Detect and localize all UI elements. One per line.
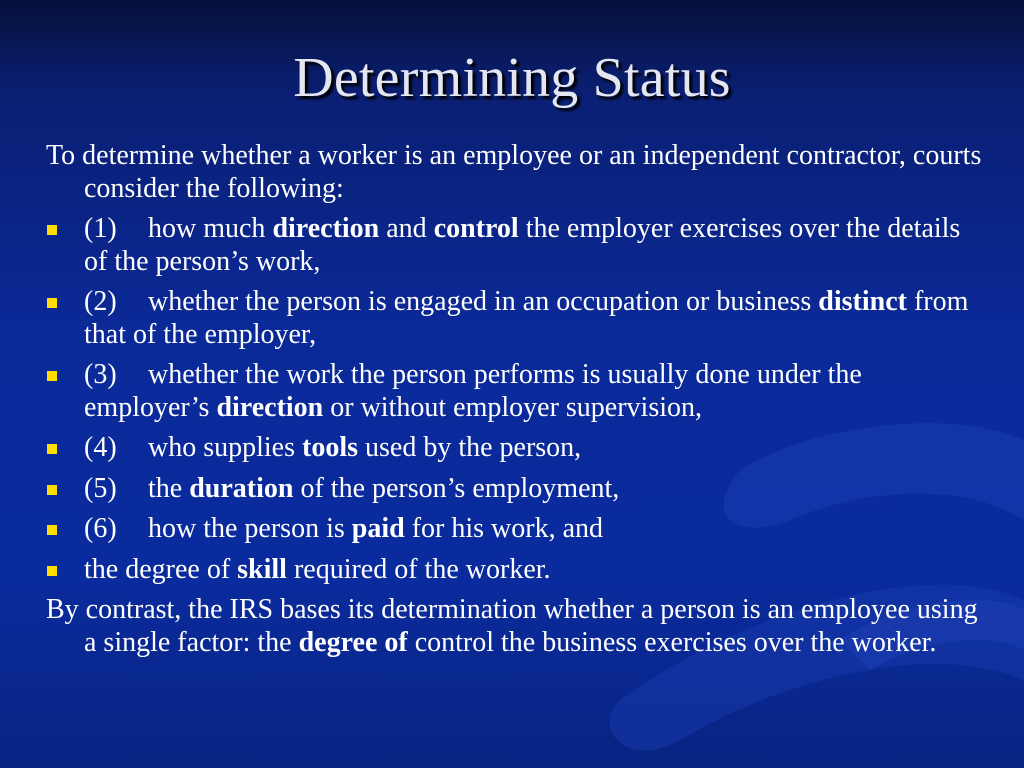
factor-number: (5) <box>84 472 117 504</box>
factor-item-6 <box>46 513 986 546</box>
square-bullet-icon <box>47 525 57 535</box>
factor-number: (6) <box>84 513 117 544</box>
square-bullet-icon <box>47 485 57 495</box>
slide-title: Determining Status <box>293 47 731 109</box>
factor-keyword: distinct <box>818 286 907 317</box>
slide-body <box>46 140 986 667</box>
factor-text: required of the worker. <box>286 553 551 585</box>
factor-item-4 <box>46 432 986 465</box>
factor-text: of the person’s employment, <box>293 472 620 504</box>
square-bullet-icon <box>47 444 57 454</box>
factor-number: (4) <box>84 432 117 463</box>
square-bullet-icon <box>47 225 57 235</box>
factor-text: used by the person, <box>358 432 582 463</box>
intro-paragraph: To determine whether a worker is an employee or an independent contractor, courts consider the following: <box>46 140 982 204</box>
factor-text: for his work, and <box>404 513 603 544</box>
factor-text: from that of the employer, <box>84 286 969 350</box>
factor-item-7 <box>46 554 986 587</box>
factor-text: whether the work the person performs is usually done under the employer’s <box>84 359 862 423</box>
factor-text: whether the person is engaged in an occupation or business <box>148 286 819 317</box>
factor-keyword: control <box>433 213 519 244</box>
factor-text: the employer exercises over the details of the person’s work, <box>84 213 961 277</box>
factor-item-2 <box>46 286 986 351</box>
factor-keyword: direction <box>272 213 380 244</box>
closing-text: control the business exercises over the worker. <box>407 626 937 658</box>
factor-item-1 <box>46 213 986 278</box>
factor-text: how the person is <box>148 513 352 544</box>
factor-text: the <box>148 472 190 504</box>
factor-item-3 <box>46 359 986 424</box>
factor-number: (2) <box>84 286 117 317</box>
factor-keyword: tools <box>302 432 358 463</box>
factor-text: how much <box>148 213 273 244</box>
factor-keyword: duration <box>189 472 294 504</box>
factor-text: the degree of <box>84 553 238 585</box>
square-bullet-icon <box>47 566 57 576</box>
factor-number: (1) <box>84 213 117 244</box>
closing-paragraph <box>46 594 986 659</box>
square-bullet-icon <box>47 298 57 308</box>
square-bullet-icon <box>47 371 57 381</box>
factor-text: and <box>379 213 434 244</box>
factor-keyword: skill <box>237 553 287 585</box>
closing-text: By contrast, the IRS bases its determination whether a person is an employee using a single factor: the <box>46 594 978 658</box>
factor-keyword: paid <box>351 513 405 544</box>
factor-keyword: direction <box>216 391 324 423</box>
factor-number: (3) <box>84 359 117 390</box>
factor-text: or without employer supervision, <box>323 391 702 423</box>
factor-text: who supplies <box>148 432 302 463</box>
closing-keyword: degree of <box>298 626 408 658</box>
factor-item-5 <box>46 473 986 506</box>
